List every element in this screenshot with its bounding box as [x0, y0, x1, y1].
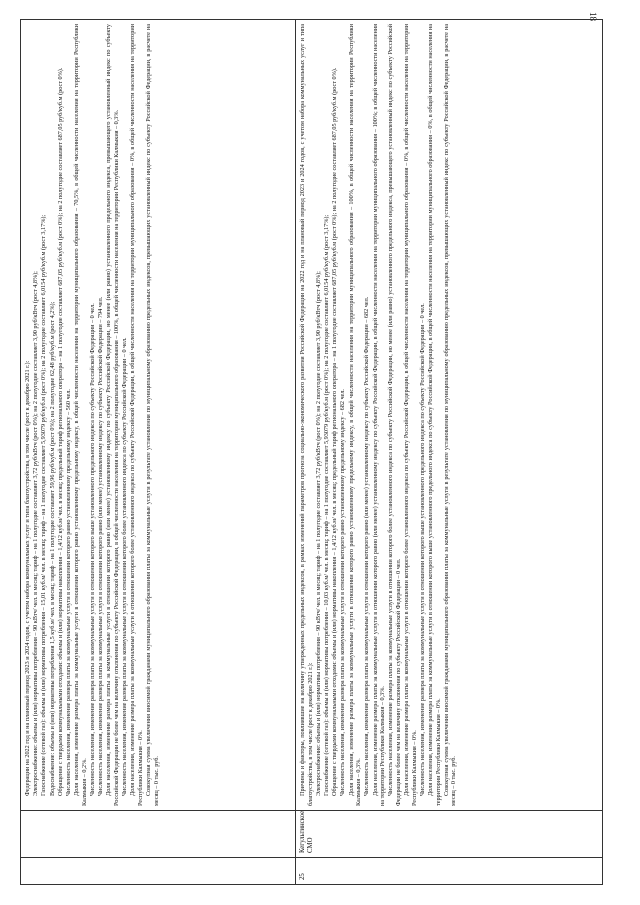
paragraph: Доля населения, изменение размера платы за коммунальные услуги в отношении которого равно установленному предельному индексу, в общей численности населения на территории муниципального образования – 70,5%, в общей численности населения на территории Республики Калмыкия – 0,2%. — [73, 24, 88, 806]
paragraph: Доля населения, изменение размера платы за коммунальные услуги в отношении которого равно установленному предельному индексу, в общей численности населения на территории муниципального образования – 100%, в общей численности населения на территории Республики Калмыкия – 0,3%. — [347, 24, 363, 806]
paragraph: Газоснабжение (сетевой газ): объемы и (или) нормативы потребления – 10,03 куб.м/ чел. в месяц; тариф – на 1 полугодие составляет 5,93079 руб/куб.м (рост 0%); на 2 полугодие составляет 6,0154 руб/куб.м (рост 3,17%); — [322, 214, 330, 796]
paragraph: Численность населения, изменение размера платы за коммунальные услуги в отношении которого равно установленному предельному индексу – 682 чел. — [339, 389, 347, 796]
municipality-name-cell: Кегультинское СМО — [296, 811, 603, 858]
municipal-table — [20, 19, 603, 885]
rotated-table-page — [20, 19, 592, 885]
paragraph: Доля населения, изменение размера платы за коммунальные услуги в отношении которого равно (или менее) установленному индексу по субъекту Российской Федерации, в общей численности населения на территории муниципального образования – 100%; в общей численности населения на территории Республики Калмыкия – 0,3%. — [371, 24, 387, 806]
paragraph: Численность населения, изменение размера платы за коммунальные услуги в отношении которого выше установленного предельного индекса по субъекту Российской Федерации – 0 чел. — [418, 303, 426, 796]
paragraph: Численность населения, изменение размера платы за коммунальные услуги в отношении которого выше установленного предельного индекса по субъекту Российской Федерации – 0 чел. — [88, 303, 96, 796]
paragraph: Совокупная сумма увеличения вносимой гражданами муниципального образования платы за коммунальные услуги в результате установления по муниципальному образованию предельных индексов, превышающих установленный индекс по субъекту Российской Федерации, в расчете на месяц – 0 тыс. руб. — [442, 24, 458, 806]
paragraph: Причины и факторы, повлиявшие на величину утвержденных предельных индексов, в рамках изменений параметров прогноза социально-экономического развития Российской Федерации на 2022 год и на плановый период 2023 и 2024 годов, с учетом набора коммунальных услуг и типа благоустройства, в том числе (рост к декабрю 2021 г.): — [299, 24, 314, 806]
paragraph: Численность населения, изменение размера платы за коммунальные услуги в отношении которого равно (или менее) установленному индексу по субъекту Российской Федерации – 794 чел. — [97, 296, 105, 796]
paragraph: Водоснабжение: объемы и (или) нормативы потребления 1,5 куб.м/ чел. в месяц; тариф – на 1 полугодие составляет 59,96 руб/куб.м (рост 0%); на 2 полугодие 62,48 руб/куб.м (рост 4,2%); — [48, 301, 56, 796]
description-cell — [21, 20, 296, 811]
paragraph: Доля населения, изменение размера платы за коммунальные услуги в отношении которого более установленного индекса по субъекту Российской Федерации, в общей численности населения на территории муниципального образования – 0%, в общей численности населения на территории Республики Калмыкия – 0%. — [403, 24, 418, 806]
paragraph: Доля населения, изменение размера платы за коммунальные услуги в отношении которого равно (или менее) установленному индексу по субъекту Российской Федерации, но менее (или равно) установленного предельного индекса, превышающего установленный индекс по субъекту Российской Федерации не более чем на величину отклонения по субъекту Российской Федерации, в общей численности населения на территории муниципального образования – 100%, в общей численности населения на территории Республики Калмыкия – 0,3%. — [105, 24, 120, 806]
description-cell — [296, 20, 603, 811]
paragraph: Федерации на 2022 год и на плановый период 2023 и 2024 годов, с учетом набора коммунальных услуг и типа благоустройства, в том числе (рост к декабрю 2021 г.): — [24, 360, 31, 796]
page-number: 18 — [588, 12, 598, 21]
table-row — [296, 20, 603, 885]
row-number-cell — [21, 858, 296, 885]
paragraph: Численность населения, изменение размера платы за коммунальные услуги в отношении которого более установленного индекса по субъекту Российской Федерации, но менее (или равно) установленного предельного индекса, превышающего установленный индекс по субъекту Российской Федерации не более чем на величину отклонения по субъекту Российской Федерации – 0 чел. — [387, 24, 402, 806]
paragraph: Совокупная сумма увеличения вносимой гражданами муниципального образования платы за коммунальные услуги в результате установления по муниципальному образованию предельных индексов, превышающих установленный индекс по субъекту Российской Федерации, в расчете на месяц – 0 тыс. руб. — [145, 24, 160, 806]
paragraph: Обращение с твердыми коммунальными отходами: объемы и (или) нормативы накопления – 1,4/12 куб.м/ чел. в месяц; предельный тариф регионального оператора – на 1 полугодие составляет 687,05 руб/куб.м (рост 0%); на 2 полугодие составляет 687,05 руб/куб.м (рост 0%). — [56, 67, 64, 796]
paragraph: Электроснабжение: объемы и (или) нормативы потребления – 90 кВтч/ чел. в месяц; тариф – на 1 полугодие составляет 3,72 руб/кВтч (рост 0%); на 2 полугодие составляет 3,90 руб/кВтч (рост 4,8%); — [314, 271, 322, 796]
paragraph: Доля населения, изменение размера платы за коммунальные услуги в отношении которого более установленного индекса по субъекту Российской Федерации, в общей численности населения на территории муниципального образования – 0%, в общей численности населения на территории Республики Калмыкия – 0%. — [129, 24, 144, 806]
paragraph: Газоснабжение (сетевой газ): объемы и (или) нормативы потребления – 15,01 куб.м/ чел. в месяц; тариф – на 1 полугодие составляет 5,93079 руб/куб.м (рост 0%); на 2 полугодие составляет 6,0154 руб/куб.м (рост 3,17%); — [40, 214, 48, 796]
paragraph: Обращение с твердыми коммунальными отходами: объемы и (или) нормативы накопления – 1,4/12 куб.м/ чел. в месяц; предельный тариф регионального оператора – на 1 полугодие составляет 687,05 руб/куб.м (рост 0%); на 2 полугодие составляет 687,05 руб/куб.м (рост 0%). — [331, 67, 339, 796]
table-row — [21, 20, 296, 885]
paragraph: Численность населения, изменение размера платы за коммунальные услуги в отношении которого равно установленному предельному индексу – 560 чел. — [64, 389, 72, 796]
paragraph: Электроснабжение: объемы и (или) нормативы потребления – 90 кВтч/ чел. в месяц; тариф – на 1 полугодие составляет 3,72 руб/кВтч (рост 0%); на 2 полугодие составляет 3,90 руб/кВтч (рост 4,8%); — [32, 271, 40, 796]
paragraph: Численность населения, изменение размера платы за коммунальные услуги в отношении которого равно (или менее) установленному индексу по субъекту Российской Федерации – 682 чел. — [363, 296, 371, 796]
municipality-name-cell — [21, 811, 296, 858]
paragraph: Численность населения, изменение размера платы за коммунальные услуги в отношении которого более установленного индекса по субъекту Российской Федерации – 0 чел. — [121, 337, 129, 796]
paragraph: Доля населения, изменение размера платы за коммунальные услуги в отношении которого выше установленного предельного индекса по субъекту Российской Федерации, в общей численности населения на территории муниципального образования – 0%, в общей численности населения на территории Республики Калмыкия – 0%. — [427, 24, 442, 806]
row-number-cell: 25 — [296, 858, 603, 885]
